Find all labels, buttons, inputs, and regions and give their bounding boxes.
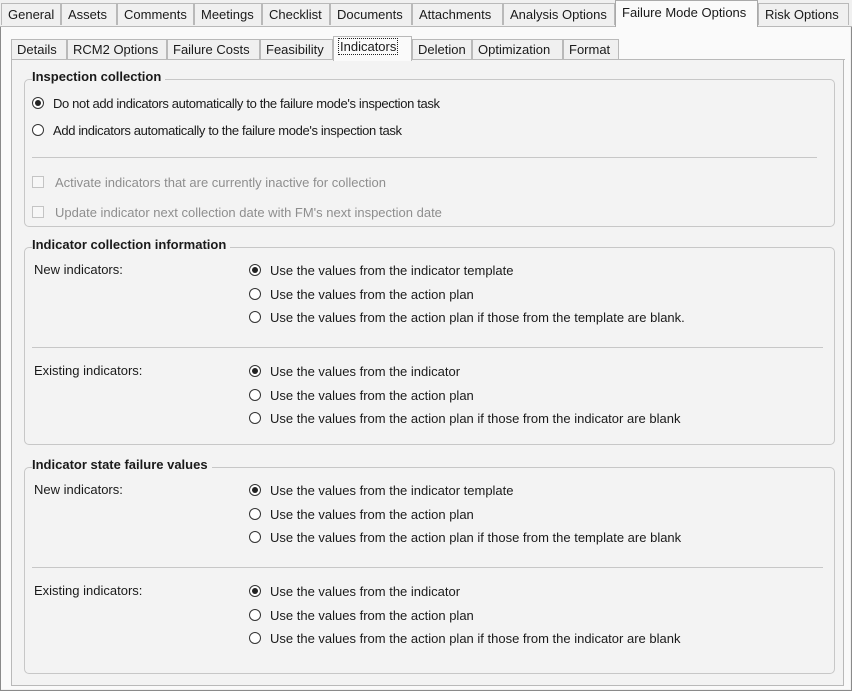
tab-label: RCM2 Options — [73, 42, 159, 57]
tab-assets[interactable] — [61, 3, 117, 25]
tab-general[interactable] — [1, 3, 61, 25]
tab-deletion[interactable] — [412, 39, 472, 60]
radio-label: Use the values from the indicator template — [270, 262, 514, 278]
checkbox-icon[interactable] — [32, 206, 44, 218]
tab-label: Checklist — [269, 7, 322, 22]
radio-sf-new-template[interactable] — [249, 481, 514, 499]
radio-unchecked-icon[interactable] — [249, 389, 261, 401]
tab-comments[interactable] — [117, 3, 194, 25]
radio-sf-existing-action-plan-if-blank[interactable] — [249, 629, 680, 647]
radio-sf-existing-action-plan[interactable] — [249, 606, 474, 624]
tab-label: General — [8, 7, 55, 22]
radio-unchecked-icon[interactable] — [249, 412, 261, 424]
state-failure-values-title: Indicator state failure values — [32, 457, 212, 472]
radio-checked-icon[interactable] — [249, 585, 261, 597]
radio-ci-new-action-plan-if-blank[interactable] — [249, 308, 685, 326]
checkbox-update-collection-date[interactable] — [32, 203, 442, 221]
top-tab-strip — [0, 0, 852, 27]
tab-label: Assets — [68, 7, 108, 22]
tab-label: Attachments — [419, 7, 492, 22]
radio-add-indicators[interactable] — [32, 121, 402, 139]
tab-feasibility[interactable] — [260, 39, 333, 60]
tab-meetings[interactable] — [194, 3, 262, 25]
tab-label: Meetings — [201, 7, 254, 22]
separator — [32, 567, 823, 568]
radio-unchecked-icon[interactable] — [249, 288, 261, 300]
checkbox-label: Update indicator next collection date with FM's next inspection date — [55, 204, 442, 220]
radio-label: Use the values from the action plan if those from the template are blank. — [270, 309, 685, 325]
checkbox-label: Activate indicators that are currently inactive for collection — [55, 174, 386, 190]
radio-label: Use the values from the action plan — [270, 607, 474, 623]
radio-unchecked-icon[interactable] — [249, 311, 261, 323]
radio-ci-existing-action-plan[interactable] — [249, 386, 474, 404]
tab-label: Comments — [124, 7, 187, 22]
radio-sf-existing-indicator[interactable] — [249, 582, 460, 600]
tab-risk-options[interactable] — [758, 3, 849, 25]
tab-rcm2-options[interactable] — [67, 39, 167, 60]
tab-label: Details — [17, 42, 57, 57]
tab-label: Format — [569, 42, 611, 57]
tab-indicators[interactable] — [333, 36, 412, 61]
tab-details[interactable] — [11, 39, 67, 60]
radio-label: Use the values from the action plan if those from the indicator are blank — [270, 410, 681, 426]
separator — [32, 157, 817, 158]
tab-attachments[interactable] — [412, 3, 503, 25]
tab-documents[interactable] — [330, 3, 412, 25]
tab-label: Indicators — [340, 39, 397, 54]
tab-label: Failure Costs — [173, 42, 250, 57]
radio-ci-existing-indicator[interactable] — [249, 362, 460, 380]
tab-page — [1, 27, 850, 689]
inspection-collection-title: Inspection collection — [32, 69, 165, 84]
indicators-panel — [11, 60, 844, 686]
tab-label: Deletion — [418, 42, 466, 57]
tab-label: Failure Mode Options — [622, 5, 747, 20]
checkbox-activate-indicators[interactable] — [32, 173, 386, 191]
tab-failure-mode-options[interactable] — [615, 0, 758, 27]
radio-label: Use the values from the action plan if those from the template are blank — [270, 529, 682, 545]
radio-label: Use the values from the action plan if those from the indicator are blank — [270, 630, 681, 646]
new-indicators-label: New indicators: — [34, 482, 123, 497]
tab-format[interactable] — [563, 39, 619, 60]
radio-checked-icon[interactable] — [32, 97, 44, 109]
radio-label: Use the values from the action plan — [270, 387, 474, 403]
radio-label: Add indicators automatically to the failure mode's inspection task — [53, 122, 402, 138]
radio-checked-icon[interactable] — [249, 484, 261, 496]
radio-unchecked-icon[interactable] — [249, 609, 261, 621]
existing-indicators-label: Existing indicators: — [34, 583, 143, 598]
radio-ci-existing-action-plan-if-blank[interactable] — [249, 409, 680, 427]
radio-checked-icon[interactable] — [249, 365, 261, 377]
checkbox-icon[interactable] — [32, 176, 44, 188]
tab-checklist[interactable] — [262, 3, 330, 25]
radio-label: Use the values from the action plan — [270, 506, 474, 522]
radio-ci-new-template[interactable] — [249, 261, 514, 279]
radio-label: Use the values from the indicator — [270, 583, 461, 599]
radio-do-not-add-indicators[interactable] — [32, 94, 440, 112]
tab-optimization[interactable] — [472, 39, 563, 60]
radio-label: Use the values from the action plan — [270, 286, 474, 302]
tab-label: Analysis Options — [510, 7, 607, 22]
tab-failure-costs[interactable] — [167, 39, 260, 60]
radio-unchecked-icon[interactable] — [249, 531, 261, 543]
radio-ci-new-action-plan[interactable] — [249, 285, 474, 303]
tab-analysis-options[interactable] — [503, 3, 615, 25]
radio-unchecked-icon[interactable] — [249, 508, 261, 520]
tab-label: Optimization — [478, 42, 551, 57]
radio-label: Use the values from the indicator — [270, 363, 461, 379]
radio-sf-new-action-plan[interactable] — [249, 505, 474, 523]
radio-label: Use the values from the indicator template — [270, 482, 514, 498]
separator — [32, 347, 823, 348]
existing-indicators-label: Existing indicators: — [34, 363, 143, 378]
radio-unchecked-icon[interactable] — [32, 124, 44, 136]
tab-label: Risk Options — [765, 7, 839, 22]
tab-label: Feasibility — [266, 42, 324, 57]
radio-sf-new-action-plan-if-blank[interactable] — [249, 528, 681, 546]
tab-label: Documents — [337, 7, 403, 22]
radio-checked-icon[interactable] — [249, 264, 261, 276]
radio-unchecked-icon[interactable] — [249, 632, 261, 644]
radio-label: Do not add indicators automatically to the failure mode's inspection task — [53, 95, 440, 111]
collection-information-title: Indicator collection information — [32, 237, 230, 252]
new-indicators-label: New indicators: — [34, 262, 123, 277]
